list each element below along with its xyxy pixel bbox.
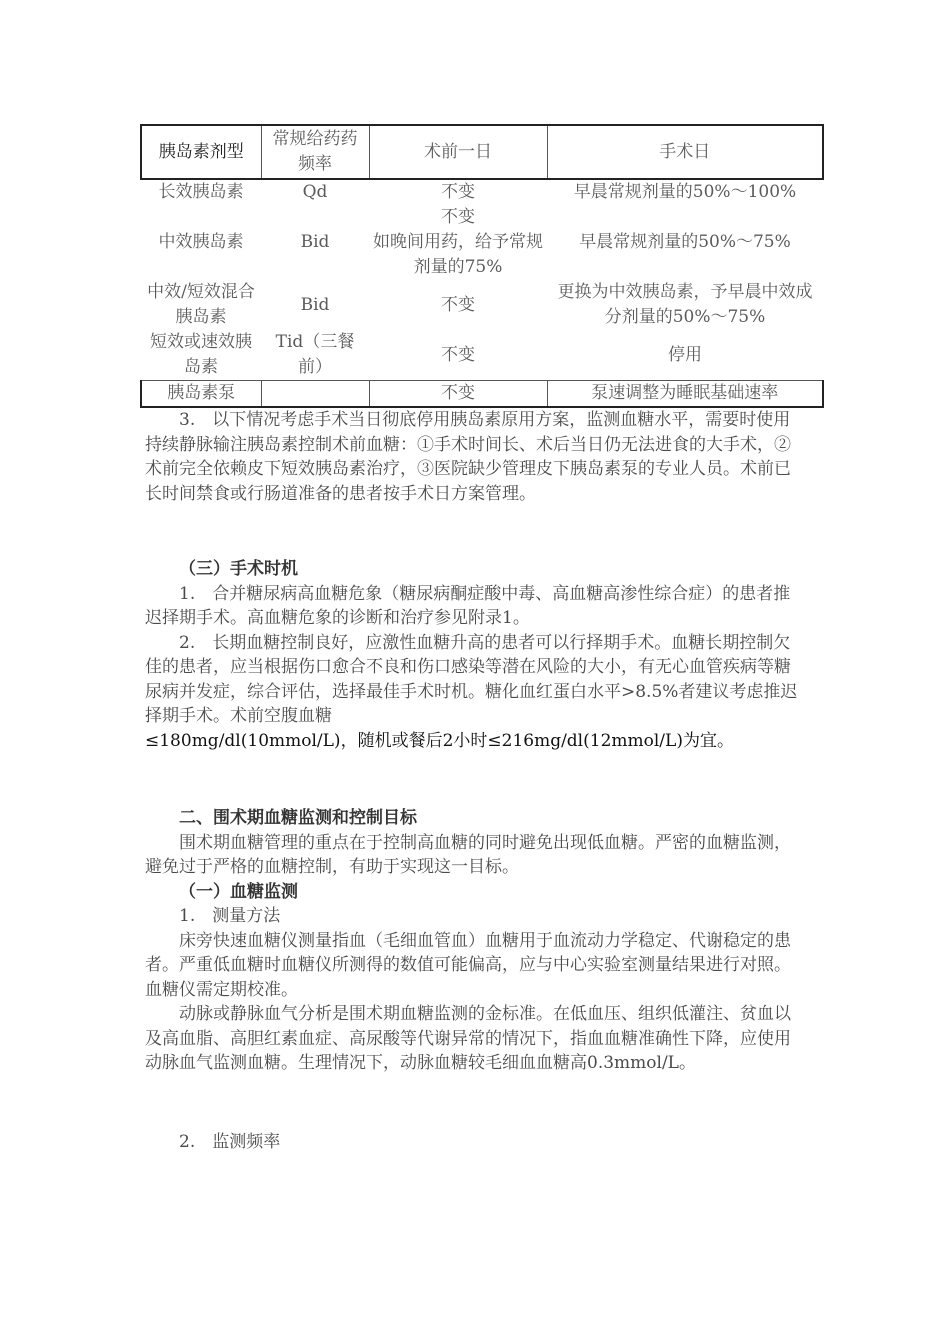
monitoring-frequency: [145, 1130, 805, 1155]
table-row: [141, 280, 823, 330]
table-header-cell: 手术日: [547, 125, 823, 179]
table-header-row: [141, 125, 823, 179]
table-cell: 泵速调整为睡眠基础速率: [547, 381, 823, 408]
table-cell: 早晨常规剂量的50%～100%: [573, 182, 797, 202]
table-cell: Bid: [300, 232, 330, 252]
subsection-title: （一）血糖监测: [179, 881, 298, 902]
paragraph-text: 1. 合并糖尿病高血糖危象（糖尿病酮症酸中毒、高血糖高渗性综合症）的患者推迟择期手术。高血糖危象的诊断和治疗参见附录1。: [145, 583, 791, 628]
table-cell: 停用: [668, 344, 702, 365]
table-cell: Tid（三餐前）: [275, 332, 355, 377]
part-2: [145, 806, 805, 1076]
table-cell: 不变: [441, 182, 475, 202]
table-cell: 更换为中效胰岛素，予早晨中效成分剂量的50%～75%: [557, 282, 813, 327]
table-cell: 长效胰岛素: [158, 182, 244, 202]
table-cell: 不变 如晚间用药，给予常规剂量的75%: [373, 207, 543, 277]
table-header-cell: 胰岛素剂型: [141, 125, 261, 179]
table-row: [141, 330, 823, 381]
section-title: （三）手术时机: [179, 559, 298, 579]
table-cell: 不变: [369, 381, 547, 408]
table-cell: 不变: [441, 344, 475, 365]
insulin-table: [140, 124, 822, 408]
paragraph-text: ≤180mg/dl(10mmol/L)，随机或餐后2小时≤216mg/dl(12mmol/L)为宜。: [145, 730, 734, 751]
paragraph-text: 床旁快速血糖仪测量指血（毛细血管血）血糖用于血流动力学稳定、代谢稳定的患者。严重低血糖时血糖仪所测得的数值可能偏高，应与中心实验室测量结果进行对照。血糖仪需定期校准。: [145, 930, 791, 1000]
section-surgery-timing: [145, 557, 805, 753]
paragraph-text: 2. 长期血糖控制良好，应激性血糖升高的患者可以行择期手术。血糖长期控制欠佳的患者，应当根据伤口愈合不良和伤口感染等潜在风险的大小，有无心血管疾病等糖尿病并发症，综合评估，选择最佳手术时机。糖化血红蛋白水平>8.5%者建议考虑推迟择期手术。术前空腹血糖: [145, 632, 798, 726]
table-cell: 中效胰岛素: [158, 232, 244, 252]
table-row: [141, 205, 823, 280]
table-cell: [261, 381, 369, 408]
table-cell: 中效/短效混合胰岛素: [147, 282, 255, 327]
paragraph-text: 3. 以下情况考虑手术当日彻底停用胰岛素原用方案，监测血糖水平，需要时使用持续静脉输注胰岛素控制术前血糖：①手术时间长、术后当日仍无法进食的大手术，②术前完全依赖皮下短效胰岛素治疗，③医院缺少管理皮下胰岛素泵的专业人员。术前已长时间禁食或行肠道准备的患者按手术日方案管理。: [145, 410, 791, 504]
paragraph-text: 动脉或静脉血气分析是围术期血糖监测的金标准。在低血压、组织低灌注、贫血以及高血脂、高胆红素血症、高尿酸等代谢异常的情况下，指血血糖准确性下降，应使用动脉血气监测血糖。生理情况下，动脉血糖较毛细血血糖高0.3mmol/L。: [145, 1004, 791, 1073]
table-header-cell: 常规给药药频率: [261, 125, 369, 179]
table-cell: 胰岛素泵: [141, 381, 261, 408]
part-title: 二、围术期血糖监测和控制目标: [179, 808, 417, 828]
paragraph-text: 围术期血糖管理的重点在于控制高血糖的同时避免出现低血糖。严密的血糖监测，避免过于严格的血糖控制，有助于实现这一目标。: [145, 832, 791, 877]
table-cell: 不变: [441, 294, 475, 315]
table-cell: Qd: [302, 182, 328, 202]
list-item: 2. 监测频率: [179, 1132, 281, 1152]
table-cell: Bid: [300, 294, 330, 315]
paragraph-3: [145, 408, 805, 506]
table-cell: 短效或速效胰岛素: [150, 332, 252, 377]
list-item: 1. 测量方法: [179, 906, 281, 926]
table-row: [141, 179, 823, 205]
table-cell: 早晨常规剂量的50%～75%: [579, 232, 791, 252]
table-row: [141, 381, 823, 408]
table-header-cell: 术前一日: [369, 125, 547, 179]
